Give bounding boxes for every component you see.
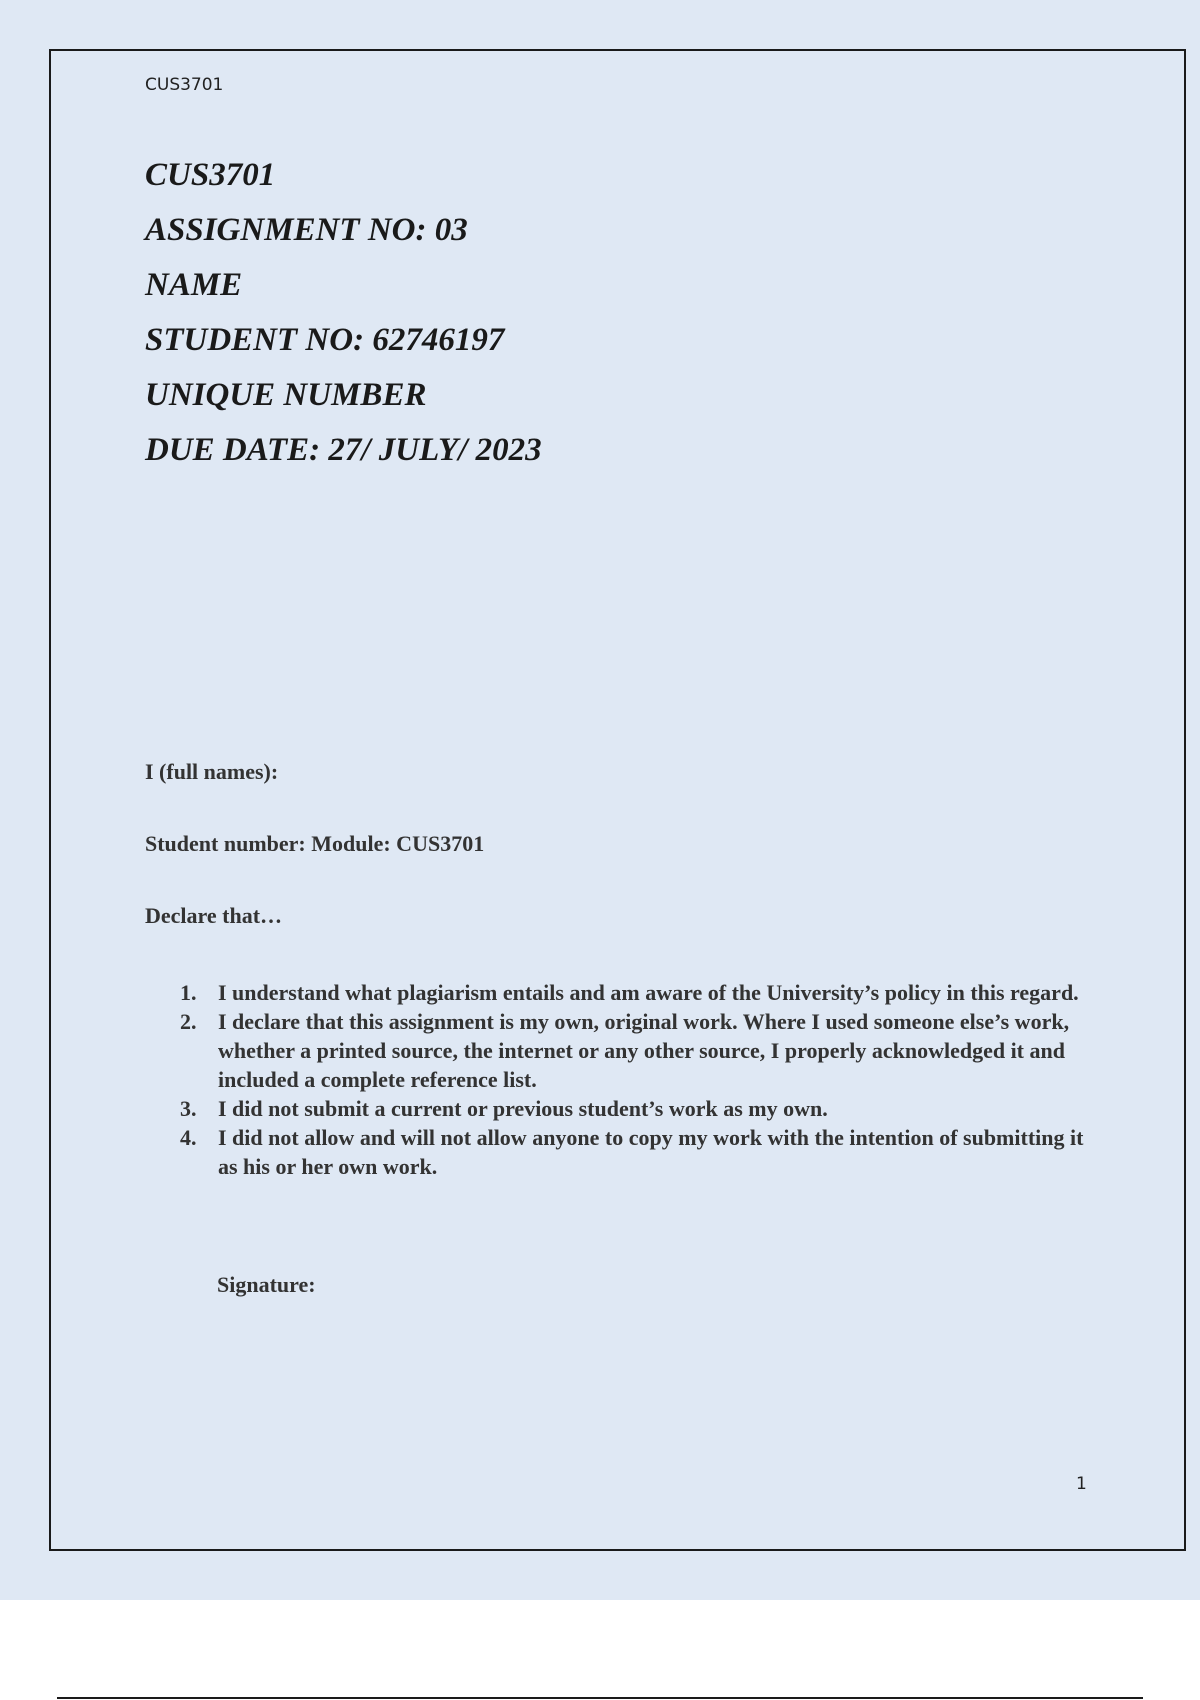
course-code: CUS3701 [145, 157, 276, 193]
declaration-item [180, 1094, 1105, 1123]
item-number: 2. [180, 1009, 197, 1034]
item-text: I did not allow and will not allow anyone to copy my work with the intention of submitting it as his or her own work. [218, 1125, 1084, 1179]
page-number: 1 [1076, 1474, 1087, 1494]
signature-label: Signature: [217, 1272, 316, 1297]
full-names-label: I (full names): [145, 759, 279, 784]
declaration-item [180, 1007, 1105, 1094]
item-number: 1. [180, 980, 197, 1005]
declare-that-heading: Declare that… [145, 903, 283, 928]
student-number: STUDENT NO: 62746197 [145, 322, 505, 358]
footer-rule [57, 1697, 1143, 1699]
unique-number-label: UNIQUE NUMBER [145, 377, 427, 413]
declaration-item [180, 1123, 1105, 1181]
declaration-list [180, 978, 1105, 1181]
item-number: 4. [180, 1125, 197, 1150]
running-header: CUS3701 [145, 75, 224, 95]
name-label: NAME [145, 267, 243, 303]
item-text: I declare that this assignment is my own, original work. Where I used someone else’s work, whether a printed source, the internet or any other source, I properly acknowledged it and included a complete reference list. [218, 1009, 1070, 1092]
declaration-item [180, 978, 1105, 1007]
due-date: DUE DATE: 27/ JULY/ 2023 [145, 432, 542, 468]
assignment-number: ASSIGNMENT NO: 03 [145, 212, 468, 248]
student-module-line: Student number: Module: CUS3701 [145, 831, 485, 856]
item-text: I understand what plagiarism entails and am aware of the University’s policy in this regard. [218, 980, 1079, 1005]
cover-details [145, 148, 542, 478]
item-text: I did not submit a current or previous student’s work as my own. [218, 1096, 828, 1121]
item-number: 3. [180, 1096, 197, 1121]
